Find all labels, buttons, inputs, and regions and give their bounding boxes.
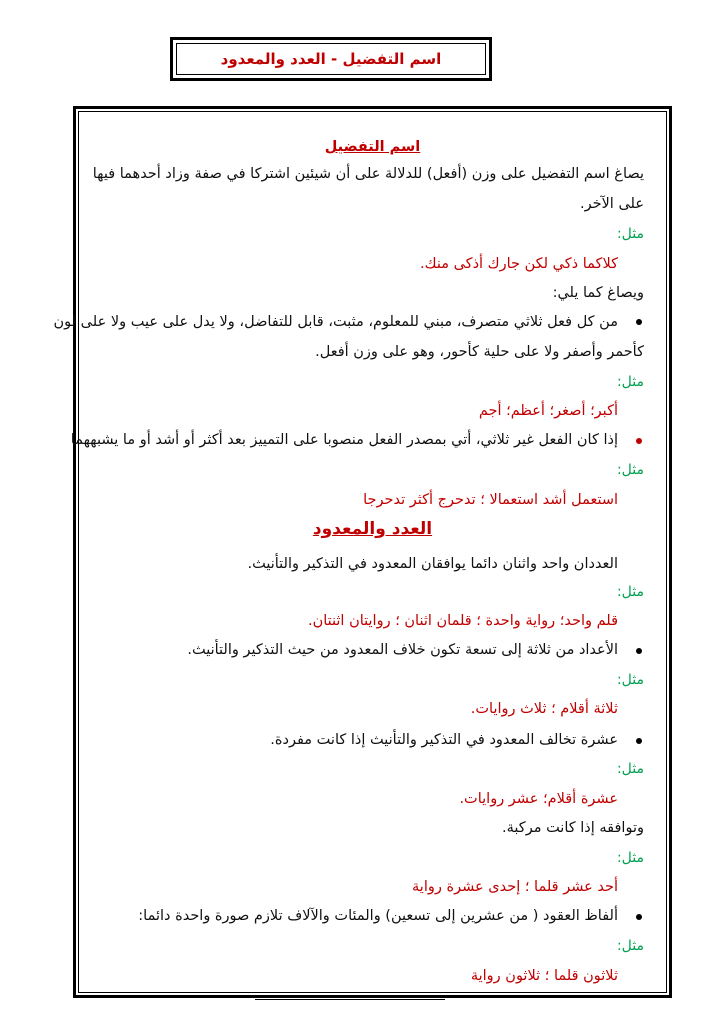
example-text: كلاكما ذكي لكن جارك أذكى منك. [420,256,618,272]
section-heading-adad: العدد والمعدود [312,519,433,539]
example-text: أحد عشر قلما ؛ إحدى عشرة رواية [412,879,618,895]
intro-line-2: على الآخر. [579,196,644,212]
bullet-text-cont: كأحمر وأصفر ولا على حلية كأحور، وهو على وزن أفعل. [315,344,644,360]
example-label: مثل: [616,226,644,242]
example-label: مثل: [616,850,644,866]
bullet-text: الأعداد من ثلاثة إلى تسعة تكون خلاف المعدود من حيث التذكير والتأنيث. [187,642,618,658]
example-text: أكبر؛ أصغر؛ أعظم؛ أجم [478,403,618,419]
example-label: مثل: [616,938,644,954]
bullet-dot [636,648,644,656]
example-label: مثل: [616,761,644,777]
bullet-dot [636,438,644,446]
example-label: مثل: [616,374,644,390]
example-text: عشرة أقلام؛ عشر روايات. [459,791,618,807]
example-text: ثلاثة أقلام ؛ ثلاث روايات. [470,701,618,717]
bullet-text: عشرة تخالف المعدود في التذكير والتأنيث إذا كانت مفردة. [270,732,618,748]
content-inner [53,111,667,993]
bullet-dot [636,738,644,746]
section-heading-tafdil: اسم التفضيل [324,139,421,155]
bullet-text: إذا كان الفعل غير ثلاثي، أتي بمصدر الفعل منصوبا على التمييز بعد أكثر أو أشد أو ما يشبههما [70,432,618,448]
content-box [53,106,672,998]
bullet-dot [636,319,644,327]
example-label: مثل: [616,672,644,688]
example-text: استعمل أشد استعمالا ؛ تدحرج أكثر تدحرجا [363,492,618,508]
forms-intro: ويصاغ كما يلي: [552,285,644,301]
footer-rule [255,999,445,1000]
bullet-text: ألفاظ العقود ( من عشرين إلى تسعين) والمئات والآلاف تلازم صورة واحدة دائما: [138,908,618,924]
intro-line: العددان واحد واثنان دائما يوافقان المعدود في التذكير والتأنيث. [247,556,618,572]
compound-note: وتوافقه إذا كانت مركبة. [502,820,644,836]
intro-line-1: يصاغ اسم التفضيل على وزن (أفعل) للدلالة على أن شيئين اشتركا في صفة وزاد أحدهما فيها [92,166,644,182]
example-text: قلم واحد؛ رواية واحدة ؛ قلمان اثنان ؛ روايتان اثنتان. [307,613,618,629]
example-text: ثلاثون قلما ؛ ثلاثون رواية [470,968,618,984]
bullet-text: من كل فعل ثلاثي متصرف، مبني للمعلوم، مثبت، قابل للتفاضل، ولا يدل على عيب ولا على لون [53,314,618,330]
bullet-dot [636,914,644,922]
page-title: اسم التفضيل - العدد والمعدود [176,43,486,75]
example-label: مثل: [616,462,644,478]
title-box [170,37,492,81]
example-label: مثل: [616,584,644,600]
